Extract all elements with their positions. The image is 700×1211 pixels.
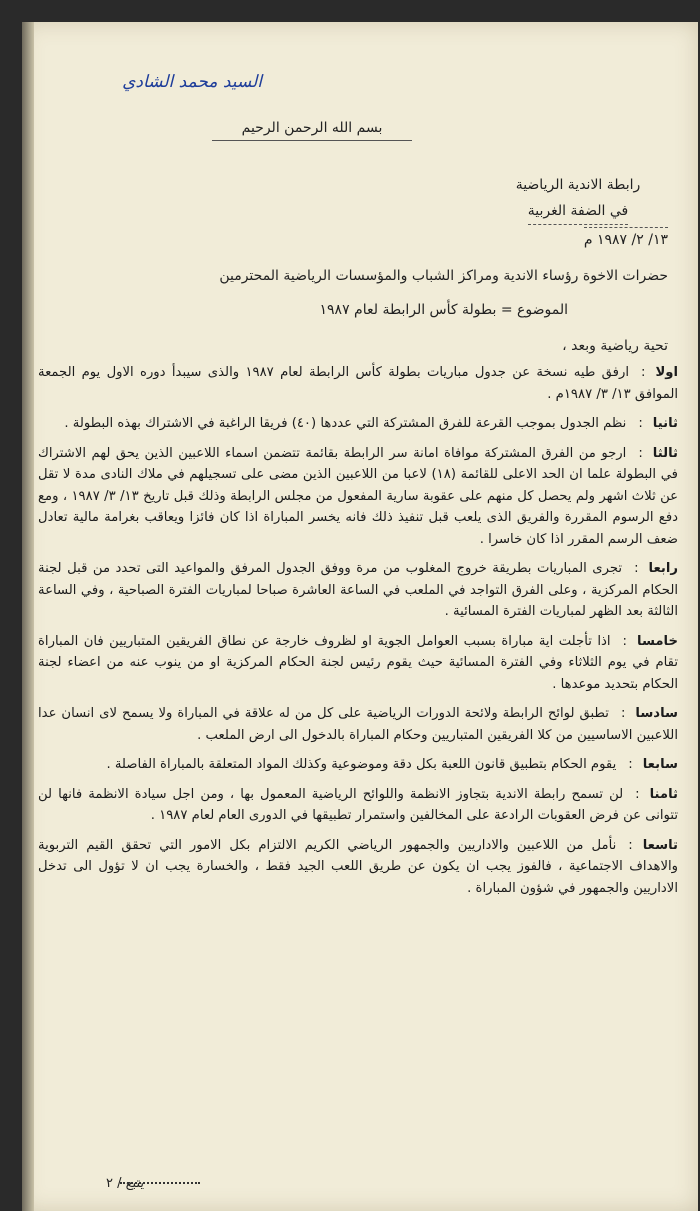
binding-edge (22, 22, 34, 1211)
paragraph-label: تاسعا (642, 837, 678, 853)
addressee-line: حضرات الاخوة رؤساء الاندية ومراكز الشباب والمؤسسات الرياضية المحترمين (219, 268, 668, 284)
handwritten-note: السيد محمد الشادي (122, 72, 262, 92)
letter-page (22, 22, 698, 1211)
paragraph-4: رابعا:تجرى المباريات بطريقة خروج المغلوب من مرة ووفق الجدول المرفق والمواعيد التى تحدد من قبل لجنة الحكام المركزية ، وعلى الفرق التواجد في الملعب في الساعة العاشرة صباحا لمباريات الفترة الصباحية ، وفي الساعة الثالثة بعد الظهر لمباريات الفترة المسائية . (38, 561, 678, 619)
dotted-line (120, 1182, 200, 1184)
paragraph-9: تاسعا:نأمل من اللاعبين والاداريين والجمهور الرياضي الكريم الالتزام بكل الامور التي تحقق القيم التربوية والاهداف الاجتماعية ، فالفوز يجب ان يكون عن طريق اللعب الجيد فقط ، والخسارة يجب ان لا تؤول الى تدخل الاداريين والجمهور في شؤون المباراة . (38, 837, 678, 896)
subject-line: الموضوع = بطولة كأس الرابطة لعام ١٩٨٧ (319, 302, 568, 318)
sender-line-1: رابطة الاندية الرياضية (515, 177, 641, 193)
paragraph-label: رابعا (648, 561, 678, 576)
paragraph-3: ثالثا:ارجو من الفرق المشتركة موافاة امانة سر الرابطة بقائمة تتضمن اسماء اللاعبين الذين يحق لهم الاشتراك في البطولة علما ان الحد الاعلى للقائمة (١٨) لاعبا من اللاعبين الذين مضى على تسجيلهم في ملاك النادى مدة لا تقل عن ثلاث اشهر ولم يحصل كل منهم على عقوبة سارية المفعول من مجلس الرابطة وذلك قبل تاريخ ١٣/ ٣/ ١٩٨٧ ، ومع دفع الرسوم المقررة والفريق الذى يلعب قبل تنفيذ ذلك فانه يخسر المباراة اذا كان فائزا ويعاقب بغرامة مالية تعادل ضعف الرسم المقرر اذا كان خاسرا . (38, 445, 679, 547)
paragraph-label: ثانيا (652, 416, 678, 431)
paragraph-5: خامسا:اذا تأجلت اية مباراة بسبب العوامل الجوية او لظروف خارجة عن نطاق الفريقين المتباريين فان المباراة تقام في يوم الثلاثاء وفي الفترة المسائية حيث يقوم رئيس لجنة الحكام المركزية او من ينوب عنه من اعضاء لجنة الحكام بتحديد موعدها . (38, 633, 678, 692)
paragraph-label: سابعا (642, 757, 678, 772)
paragraph-text: ارجو من الفرق المشتركة موافاة امانة سر الرابطة بقائمة تتضمن اسماء اللاعبين الذين يحق لهم الاشتراك في البطولة علما ان الحد الاعلى للقائمة (١٨) لاعبا من اللاعبين الذين مضى على تسجيلهم في ملاك النادى مدة لا تقل عن ثلاث اشهر ولم يحصل كل منهم على عقوبة سارية المفعول من مجلس الرابطة وذلك قبل تاريخ ١٣/ ٣/ ١٩٨٧ ، ومع دفع الرسوم المقررة والفريق الذى يلعب قبل تنفيذ ذلك فانه يخسر المباراة اذا كان فائزا ويعاقب بغرامة مالية تعادل ضعف الرسم المقرر اذا كان خاسرا . (38, 445, 679, 547)
letter-date: ١٣/ ٢/ ١٩٨٧ م (583, 232, 668, 248)
paragraph-label: اولا (655, 365, 678, 380)
paragraph-1: اولا:ارفق طيه نسخة عن جدول مباريات بطولة كأس الرابطة لعام ١٩٨٧ والذى سيبدأ دوره الاول يوم الجمعة الموافق ١٣/ ٣/ ١٩٨٧م . (38, 365, 678, 402)
paragraph-label: خامسا (637, 633, 678, 649)
letter-body (38, 362, 678, 907)
sender-block (488, 172, 668, 225)
paragraph-2: ثانيا:نظم الجدول بموجب القرعة للفرق المشتركة التي عددها (٤٠) فريقا الراغبة في الاشتراك بهذه البطولة . (64, 416, 678, 431)
paragraph-text: نأمل من اللاعبين والاداريين والجمهور الرياضي الكريم الالتزام بكل الامور التي تحقق القيم التربوية والاهداف الاجتماعية ، فالفوز يجب ان يكون عن طريق اللعب الجيد فقط ، والخسارة يجب ان لا تؤول الى تدخل الاداريين والجمهور في شؤون المباراة . (38, 837, 678, 896)
paragraph-text: اذا تأجلت اية مباراة بسبب العوامل الجوية او لظروف خارجة عن نطاق الفريقين المتباريين فان المباراة تقام في يوم الثلاثاء وفي الفترة المسائية حيث يقوم رئيس لجنة الحكام المركزية او من ينوب عنه من اعضاء لجنة الحكام بتحديد موعدها . (38, 633, 678, 692)
paragraph-text: تجرى المباريات بطريقة خروج المغلوب من مرة ووفق الجدول المرفق والمواعيد التى تحدد من قبل لجنة الحكام المركزية ، وعلى الفرق التواجد في الملعب في الساعة العاشرة صباحا لمباريات الفترة الصباحية ، وفي الساعة الثالثة بعد الظهر لمباريات الفترة المسائية . (38, 561, 678, 619)
paragraph-text: ارفق طيه نسخة عن جدول مباريات بطولة كأس الرابطة لعام ١٩٨٧ والذى سيبدأ دوره الاول يوم الجمعة الموافق ١٣/ ٣/ ١٩٨٧م . (38, 365, 678, 402)
paragraph-text: يقوم الحكام بتطبيق قانون اللعبة بكل دقة وموضوعية وكذلك المواد المتعلقة بالمباراة الفاصلة . (106, 757, 617, 772)
paragraph-label: سادسا (635, 706, 678, 721)
paragraph-label: ثالثا (652, 445, 678, 461)
continued-marker: يتبع / ٢ (106, 1176, 145, 1191)
sender-line-2: في الضفة الغربية (528, 198, 628, 225)
paragraph-text: تطبق لوائح الرابطة ولائحة الدورات الرياضية على كل من له علاقة في المباراة ولا يسمح لاى انسان عدا اللاعبين الاساسيين من كلا الفريقين المتباريين وحكام المباراة بالدخول الى ارض الملعب . (38, 706, 678, 743)
paragraph-6: سادسا:تطبق لوائح الرابطة ولائحة الدورات الرياضية على كل من له علاقة في المباراة ولا يسمح لاى انسان عدا اللاعبين الاساسيين من كلا الفريقين المتباريين وحكام المباراة بالدخول الى ارض الملعب . (38, 706, 678, 743)
greeting-line: تحية رياضية وبعد ، (562, 338, 668, 354)
paragraph-label: ثامنا (649, 786, 678, 802)
paragraph-text: نظم الجدول بموجب القرعة للفرق المشتركة التي عددها (٤٠) فريقا الراغبة في الاشتراك بهذه البطولة . (64, 416, 627, 431)
paragraph-7: سابعا:يقوم الحكام بتطبيق قانون اللعبة بكل دقة وموضوعية وكذلك المواد المتعلقة بالمباراة الفاصلة . (106, 757, 678, 772)
basmala-heading: بسم الله الرحمن الرحيم (212, 120, 412, 141)
paragraph-8: ثامنا:لن تسمح رابطة الاندية بتجاوز الانظمة واللوائح الرياضية المعمول بها ، ومن اجل سيادة الانظمة فانها لن تتوانى عن فرض العقوبات الرادعة على المخالفين واستمرار تطبيقها في الدورى العام لعام ١٩٨٧ . (38, 786, 678, 823)
paragraph-text: لن تسمح رابطة الاندية بتجاوز الانظمة واللوائح الرياضية المعمول بها ، ومن اجل سيادة الانظمة فانها لن تتوانى عن فرض العقوبات الرادعة على المخالفين واستمرار تطبيقها في الدورى العام لعام ١٩٨٧ . (38, 786, 678, 823)
